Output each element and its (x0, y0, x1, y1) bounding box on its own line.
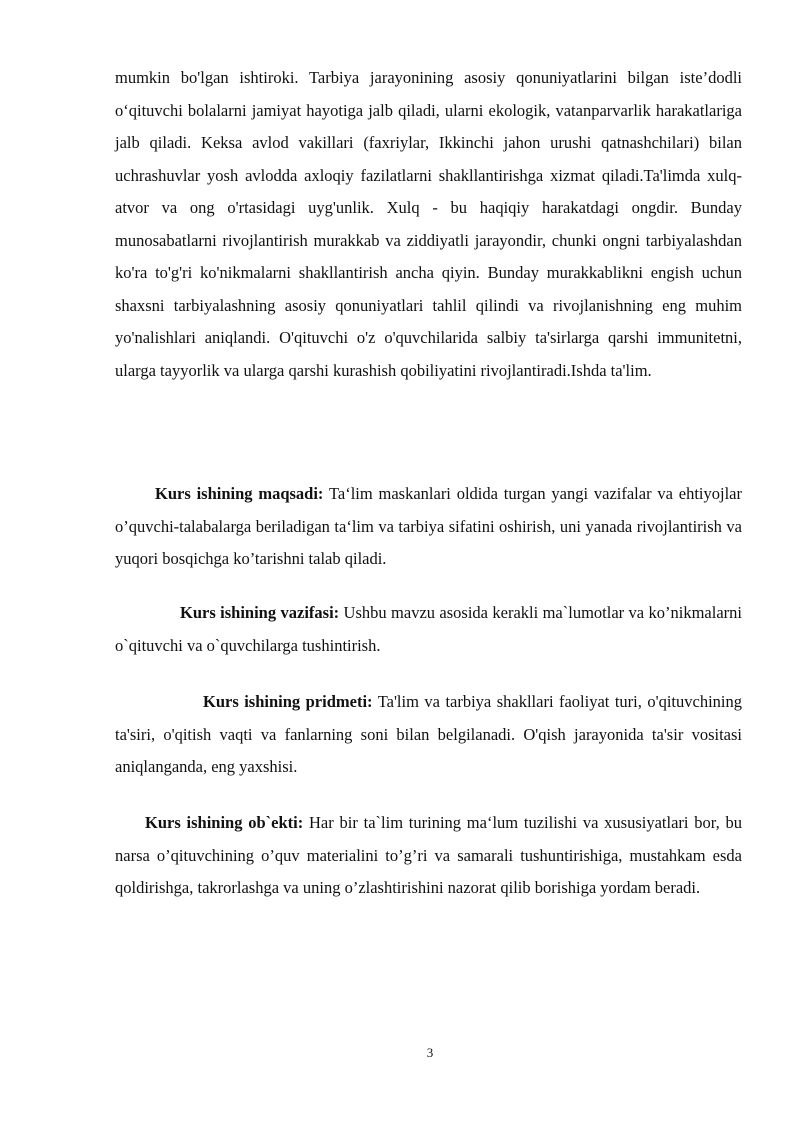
purpose-text: Ta‘lim maskanlari oldida turgan yangi vazifalar va ehtiyojlar o’quvchi-talabalarga beriladigan ta‘lim va tarbiya sifatini oshirish, uni yanada rivojlantirish va yuqori bosqichga ko’tarishni talab qiladi. (115, 484, 742, 568)
intro-paragraph: mumkin bo'lgan ishtiroki. Tarbiya jarayonining asosiy qonuniyatlarini bilgan iste’dodli o‘qituvchi bolalarni jamiyat hayotiga jalb qiladi, ularni ekologik, vatanparvarlik harakatlariga jalb qiladi. Keksa avlod vakillari (faxriylar, Ikkinchi jahon urushi qatnashchilari) bilan uchrashuvlar yosh avlodda axloqiy fazilatlarni shakllantirishga xizmat qiladi.Ta'limda xulq-atvor va ong o'rtasidagi uyg'unlik. Xulq - bu haqiqiy harakatdagi ongdir. Bunday munosabatlarni rivojlantirish murakkab va ziddiyatli jarayondir, chunki ongni tarbiyalashdan ko'ra to'g'ri ko'nikmalarni shakllantirish ancha qiyin. Bunday murakkablikni engish uchun shaxsni tarbiyalashning asosiy qonuniyatlari tahlil qilindi va rivojlanishning eng muhim yo'nalishlari aniqlandi. O'qituvchi o'z o'quvchilarida salbiy ta'sirlarga qarshi immunitetni, ularga tayyorlik va ularga qarshi kurashish qobiliyatini rivojlantiradi.Ishda ta'lim. (115, 68, 742, 380)
purpose-label: Kurs ishining maqsadi: (155, 484, 324, 503)
object-label: Kurs ishining ob`ekti: (145, 813, 304, 832)
subject-paragraph (115, 686, 742, 784)
tasks-label: Kurs ishining vazifasi: (180, 603, 340, 622)
page-number: 3 (426, 1045, 434, 1060)
tasks-text: Ushbu mavzu asosida kerakli ma`lumotlar va ko’nikmalarni o`qituvchi va o`quvchilarga tushintirish. (115, 603, 742, 655)
object-text: Har bir ta`lim turining ma‘lum tuzilishi va xususiyatlari bor, bu narsa o’qituvchining o’quv materialini to’g’ri va samarali tushuntirishiga, mustahkam esda qoldirishga, takrorlashga va uning o’zlashtirishini nazorat qilib borishiga yordam beradi. (115, 813, 742, 897)
tasks-paragraph (115, 597, 742, 662)
object-paragraph (115, 807, 742, 905)
subject-label: Kurs ishining pridmeti: (203, 692, 373, 711)
subject-text: Ta'lim va tarbiya shakllari faoliyat turi, o'qituvchining ta'siri, o'qitish vaqti va fanlarning soni bilan belgilanadi. O'qish jarayonida ta'sir vositasi aniqlanganda, eng yaxshisi. (115, 692, 742, 776)
purpose-paragraph (115, 478, 742, 576)
